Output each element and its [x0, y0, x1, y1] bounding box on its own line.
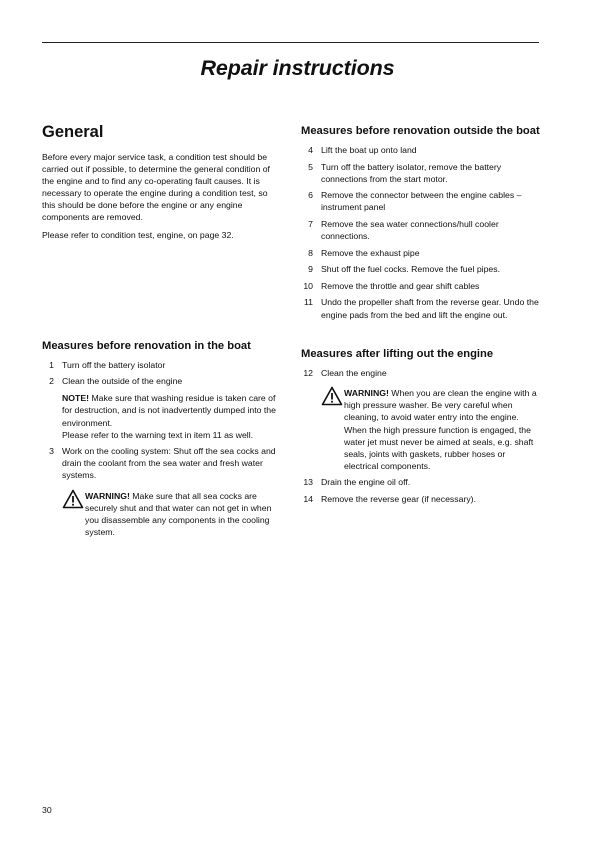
step-text: Remove the reverse gear (if necessary).	[321, 493, 476, 504]
warning-triangle-icon	[321, 386, 343, 406]
warning-text: Make sure that all sea cocks are securely shut and that water can not get in when you disassemble any components in the cooling system.	[85, 490, 272, 537]
page-title: Repair instructions	[200, 56, 395, 80]
general-heading: General	[42, 123, 104, 141]
steps-list-in-boat	[42, 359, 282, 538]
step-text: Undo the propeller shaft from the reverse gear. Undo the engine pads from the bed and lift the engine out.	[321, 297, 539, 320]
step-text: Turn off the battery isolator	[62, 359, 166, 370]
step-text: Lift the boat up onto land	[321, 145, 417, 155]
step-item	[301, 189, 541, 213]
note-label: NOTE!	[62, 393, 90, 404]
step-number: 7	[308, 218, 313, 229]
warning-text-block	[85, 490, 282, 538]
warning-block	[62, 490, 282, 538]
warning-label: WARNING!	[85, 490, 130, 501]
right-column	[301, 124, 541, 510]
warning-label: WARNING!	[344, 388, 389, 399]
warning-triangle-icon	[62, 489, 84, 509]
page-number: 30	[42, 805, 52, 815]
step-item	[301, 144, 541, 156]
section-heading-in-boat: Measures before renovation in the boat	[42, 339, 251, 352]
step-number: 10	[303, 280, 313, 291]
step-item	[301, 161, 541, 185]
step-text: Turn off the battery isolator, remove the battery connections from the start motor.	[321, 161, 502, 184]
step-number: 13	[303, 477, 313, 488]
step-number: 4	[308, 145, 313, 155]
step-text: Shut off the fuel cocks. Remove the fuel pipes.	[321, 264, 501, 275]
step-text: Clean the outside of the engine	[62, 376, 183, 387]
step-item	[301, 367, 541, 472]
section-heading-after-lifting: Measures after lifting out the engine	[301, 348, 494, 361]
step-item	[301, 263, 541, 275]
step-item	[42, 359, 282, 371]
step-text: Clean the engine	[321, 368, 387, 379]
step-item	[301, 493, 541, 505]
step-item	[301, 280, 541, 292]
step-item	[42, 375, 282, 440]
step-number: 12	[303, 368, 313, 379]
step-number: 8	[308, 247, 313, 258]
step-text: Work on the cooling system: Shut off the sea cocks and drain the coolant from the sea water and fresh water systems.	[62, 446, 276, 481]
general-intro: Before every major service task, a condition test should be carried out if possible, to determine the general condition of the engine and to find any co-operating fault causes. It is necessary to operate the engine during a condition test, so this should be done before the engine or any engine components are removed.	[42, 152, 270, 223]
step-number: 11	[303, 297, 313, 308]
step-number: 2	[49, 376, 54, 387]
spacer	[42, 246, 282, 339]
step-text: Remove the connector between the engine cables – instrument panel	[321, 190, 522, 213]
condition-test-reference: Please refer to condition test, engine, on page 32.	[42, 229, 234, 240]
warning-text-block	[344, 387, 541, 472]
step-text: Remove the exhaust pipe	[321, 247, 420, 258]
step-item	[301, 476, 541, 488]
note-block	[62, 392, 282, 440]
step-number: 6	[308, 190, 313, 201]
warning-block	[321, 387, 541, 472]
header-rule	[42, 42, 539, 43]
step-item	[301, 218, 541, 242]
warning-text: When you are clean the engine with a high pressure washer. Be very careful when cleaning, to avoid water entry into the engine. When the high pressure function is engaged, the water jet must never be aimed at seals, e.g. shaft seals, joints with gaskets, rubber hoses or electrical components.	[344, 388, 537, 471]
step-number: 9	[308, 264, 313, 275]
steps-list-outside-boat	[301, 144, 541, 321]
step-number: 14	[303, 493, 313, 504]
steps-list-after-lifting	[301, 367, 541, 505]
left-column	[42, 122, 282, 542]
note-text: Make sure that washing residue is taken care of for destruction, and is not inadvertently dumped into the environment.	[62, 393, 276, 428]
step-item	[301, 247, 541, 259]
note-reference: Please refer to the warning text in item 11 as well.	[62, 429, 254, 440]
step-text: Remove the throttle and gear shift cables	[321, 280, 480, 291]
step-number: 1	[49, 359, 54, 370]
step-text: Remove the sea water connections/hull cooler connections.	[321, 218, 499, 242]
step-item	[301, 296, 541, 320]
spacer	[301, 325, 541, 347]
step-text: Drain the engine oil off.	[321, 477, 411, 488]
section-heading-outside-boat: Measures before renovation outside the boat	[301, 125, 540, 137]
step-item	[42, 445, 282, 538]
step-number: 5	[308, 161, 313, 172]
step-number: 3	[49, 446, 54, 457]
